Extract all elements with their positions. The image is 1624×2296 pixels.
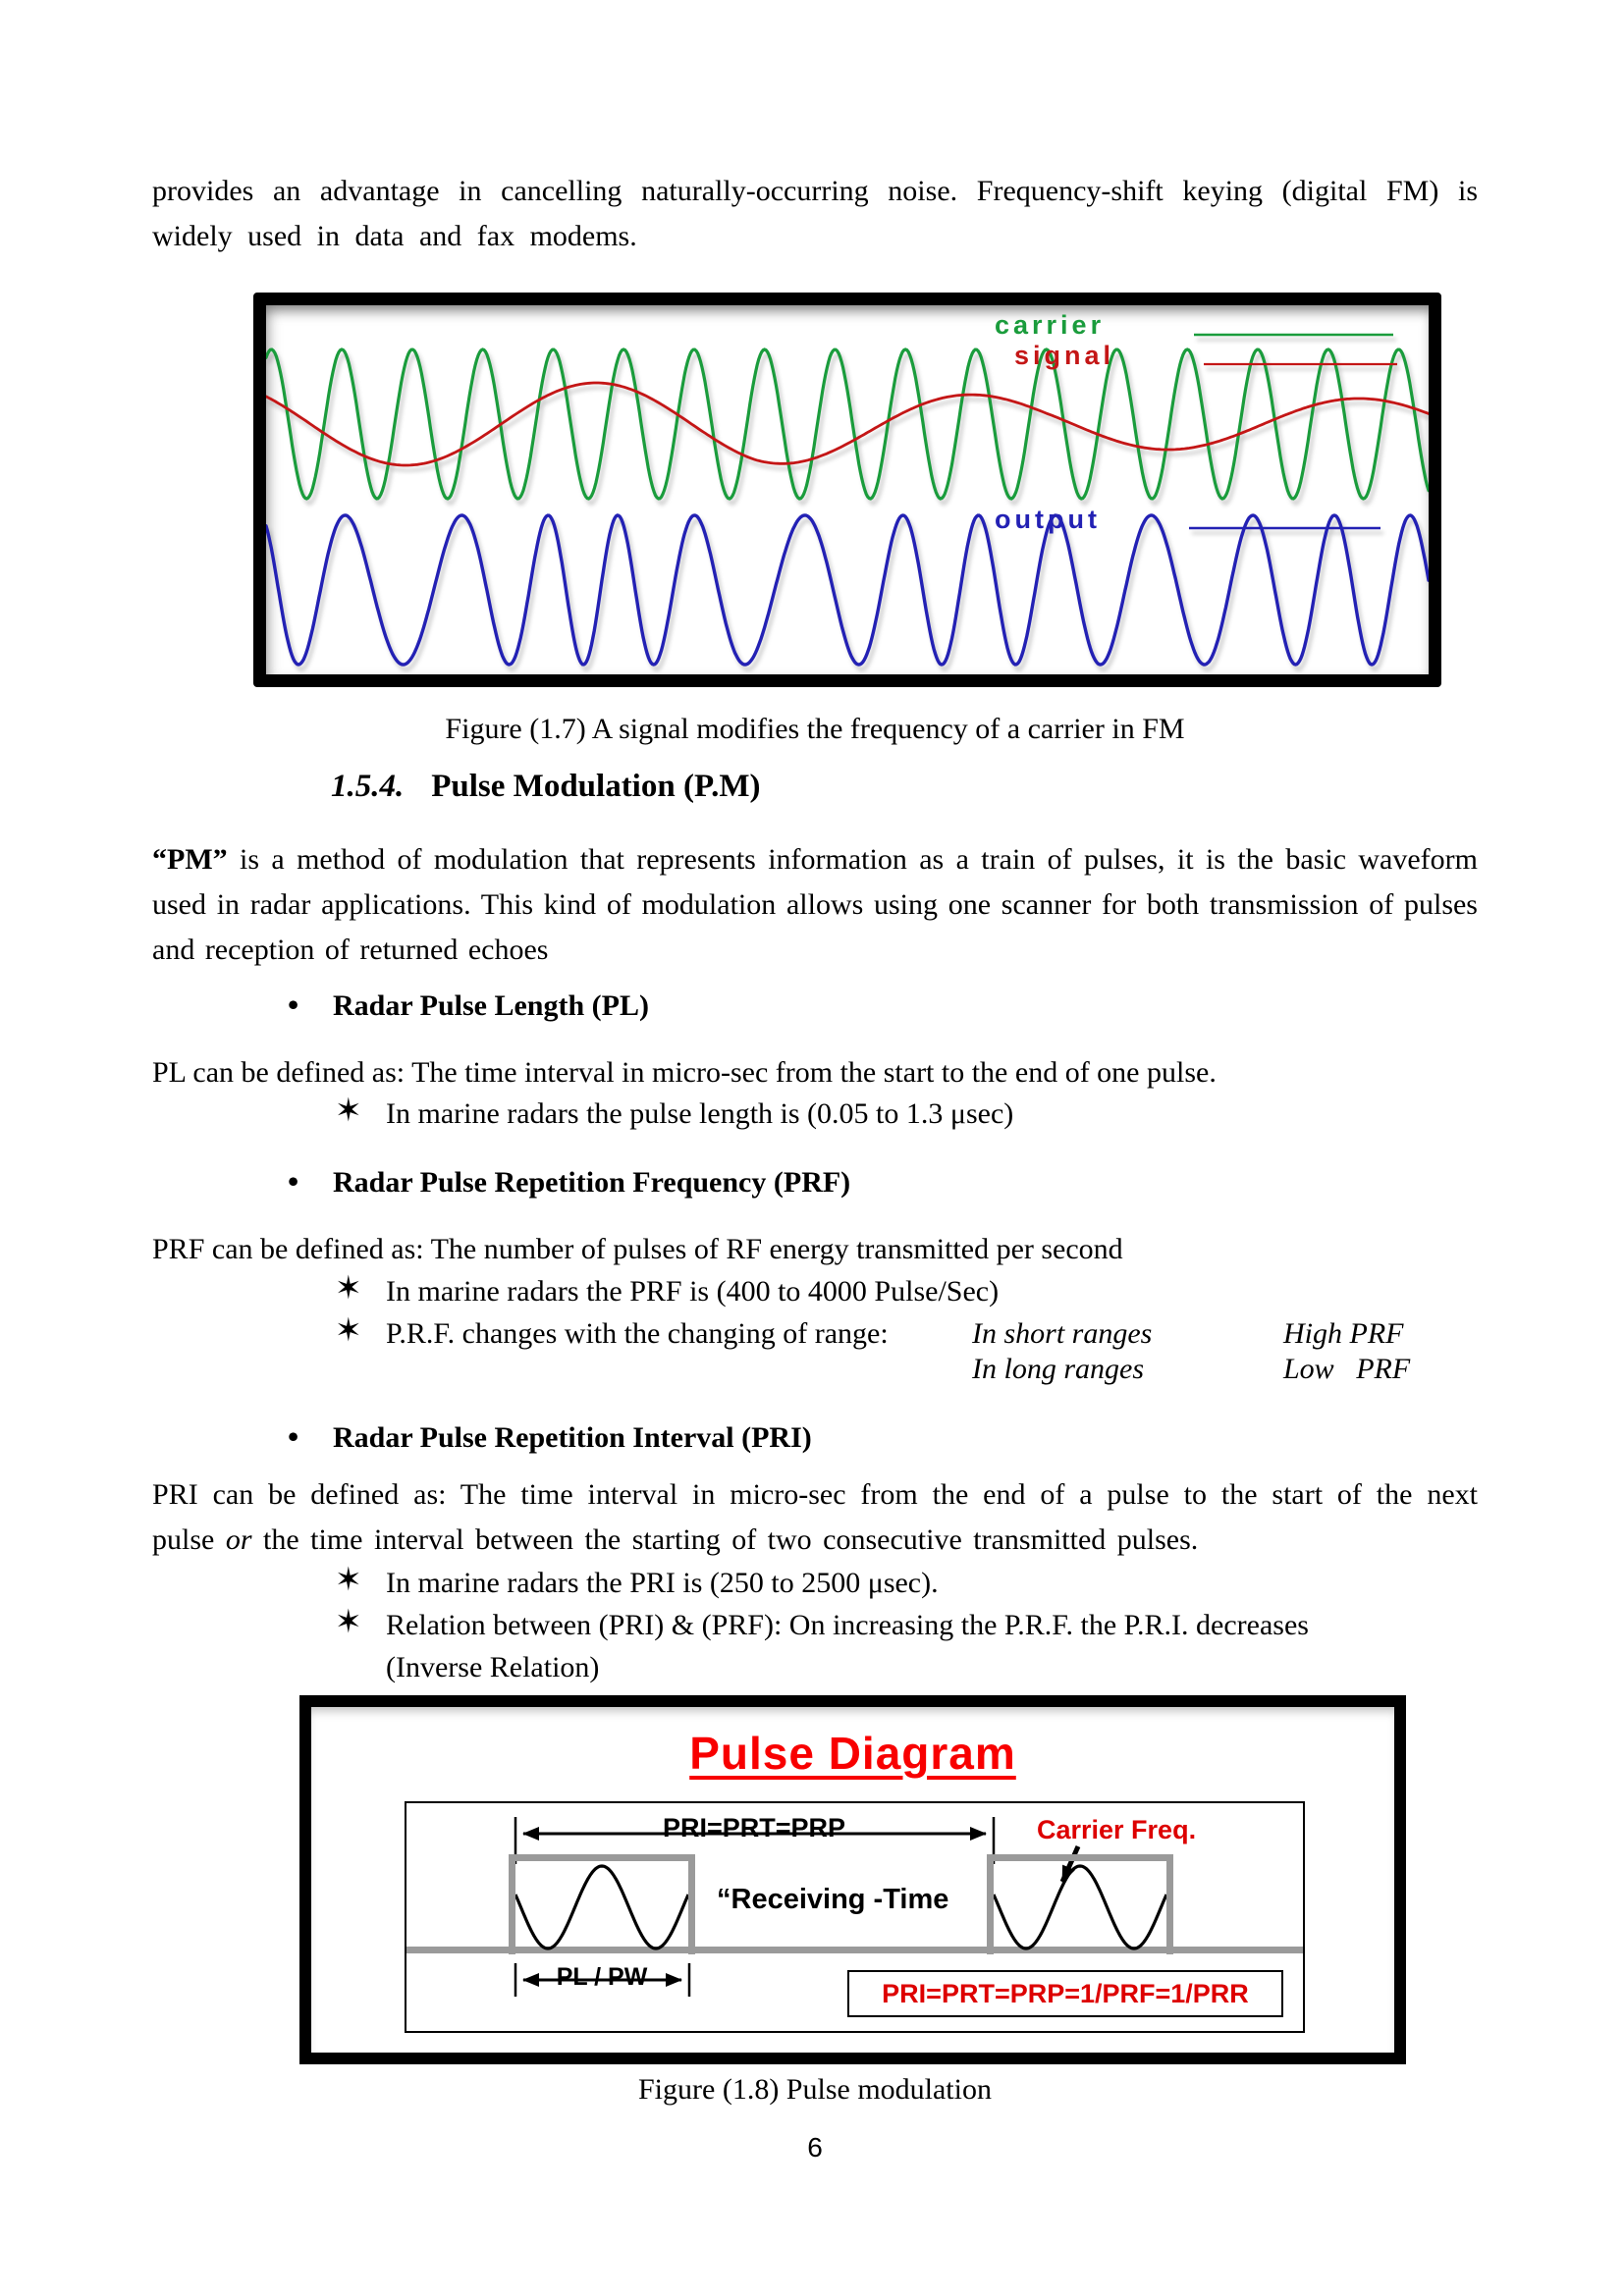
intro-paragraph: provides an advantage in cancelling naturally-occurring noise. Frequency-shift keying (digital FM) is widely used in data and fax modems. bbox=[152, 175, 1478, 252]
figure-pulse-diagram bbox=[299, 1695, 1406, 2064]
pri-note2-line2: (Inverse Relation) bbox=[386, 1651, 600, 1683]
figure-pulse-caption: Figure (1.8) Pulse modulation bbox=[638, 2073, 992, 2106]
pulse-box-2 bbox=[987, 1854, 1173, 1954]
prf-note2-text: P.R.F. changes with the changing of range: bbox=[386, 1317, 889, 1350]
pulse-wave bbox=[994, 1866, 1166, 1949]
pri-formula-box bbox=[847, 1970, 1283, 2017]
star-marker: ✶ bbox=[335, 1563, 362, 1598]
pri-note2-line1: Relation between (PRI) & (PRF): On increasing the P.R.F. the P.R.I. decreases bbox=[386, 1609, 1309, 1641]
pri-note2 bbox=[152, 1603, 1478, 1648]
carrier-freq-label: Carrier Freq. bbox=[1037, 1815, 1197, 1844]
output-wave bbox=[266, 515, 1429, 665]
bullet-label: Radar Pulse Repetition Interval (PRI) bbox=[333, 1421, 812, 1454]
bullet-marker: • bbox=[288, 987, 299, 1022]
pl-note bbox=[152, 1092, 1478, 1137]
pri-def-or: or bbox=[225, 1523, 252, 1556]
pl-note-text: In marine radars the pulse length is (0.05 to 1.3 μsec) bbox=[386, 1097, 1014, 1130]
prf-note1-text: In marine radars the PRF is (400 to 4000 Pulse/Sec) bbox=[386, 1275, 1000, 1308]
pulse-sine-1 bbox=[515, 1861, 688, 1954]
page-number: 6 bbox=[807, 2132, 823, 2163]
bullet-radar-pri bbox=[152, 1418, 1478, 1455]
pulse-sine-2 bbox=[994, 1861, 1166, 1954]
pulse-diagram-canvas bbox=[405, 1801, 1305, 2033]
pri-def-part2: the time interval between the starting of two consecutive transmitted pulses. bbox=[251, 1523, 1199, 1556]
pri-def-part1: PRI can be defined as: The time interval in micro-sec from the end of a pulse to the start of the next pulse bbox=[152, 1478, 1478, 1556]
pri-note1-text: In marine radars the PRI is (250 to 2500 μsec). bbox=[386, 1567, 939, 1599]
pulse-diagram-title: Pulse Diagram bbox=[689, 1728, 1016, 1779]
pm-paragraph bbox=[152, 837, 1478, 973]
star-marker: ✶ bbox=[335, 1094, 362, 1129]
range-long-result: Low PRF bbox=[1283, 1353, 1411, 1385]
pm-lead: “PM” bbox=[152, 843, 228, 876]
range-short-result: High PRF bbox=[1283, 1317, 1404, 1350]
star-marker: ✶ bbox=[335, 1271, 362, 1307]
section-title: Pulse Modulation (P.M) bbox=[431, 769, 761, 804]
section-number: 1.5.4. bbox=[331, 769, 405, 804]
pulse-box-1 bbox=[509, 1854, 695, 1954]
figure-fm-caption: Figure (1.7) A signal modifies the frequency of a carrier in FM bbox=[445, 713, 1185, 745]
range-short-label: In short ranges bbox=[972, 1317, 1153, 1350]
legend-signal-label: signal bbox=[1014, 341, 1115, 370]
figure-fm-modulation bbox=[253, 293, 1441, 687]
legend-output-label: output bbox=[995, 505, 1101, 534]
range-long-label: In long ranges bbox=[972, 1353, 1144, 1385]
pl-definition: PL can be defined as: The time interval in micro-sec from the start to the end of one pulse. bbox=[152, 1056, 1217, 1089]
legend-carrier-label: carrier bbox=[995, 310, 1106, 340]
pm-rest: is a method of modulation that represents information as a train of pulses, it is the basic waveform used in radar applications. This kind of modulation allows using one scanner for both transmission of pulses and reception of returned echoes bbox=[152, 843, 1478, 966]
pri-definition bbox=[152, 1472, 1478, 1563]
bullet-radar-pulse-length bbox=[152, 989, 1478, 1023]
fm-waveforms-canvas bbox=[266, 305, 1429, 674]
prf-definition: PRF can be defined as: The number of pulses of RF energy transmitted per second bbox=[152, 1233, 1123, 1265]
star-marker: ✶ bbox=[335, 1313, 362, 1349]
star-marker: ✶ bbox=[335, 1605, 362, 1640]
bullet-label: Radar Pulse Repetition Frequency (PRF) bbox=[333, 1166, 851, 1199]
pl-pw-label: PL / PW bbox=[556, 1963, 648, 1991]
receiving-time-label: “Receiving -Time bbox=[717, 1884, 949, 1915]
bullet-radar-prf bbox=[152, 1163, 1478, 1200]
bullet-marker: • bbox=[288, 1163, 299, 1199]
carrier-wave bbox=[266, 349, 1429, 499]
section-heading bbox=[331, 769, 760, 805]
pulse-wave bbox=[515, 1866, 688, 1949]
prf-note2 bbox=[152, 1311, 1478, 1357]
pri-arrow-label: PRI=PRT=PRP bbox=[662, 1813, 846, 1842]
bullet-marker: • bbox=[288, 1418, 299, 1454]
pri-formula-text: PRI=PRT=PRP=1/PRF=1/PRR bbox=[882, 1978, 1249, 2008]
bullet-label: Radar Pulse Length (PL) bbox=[333, 989, 649, 1022]
